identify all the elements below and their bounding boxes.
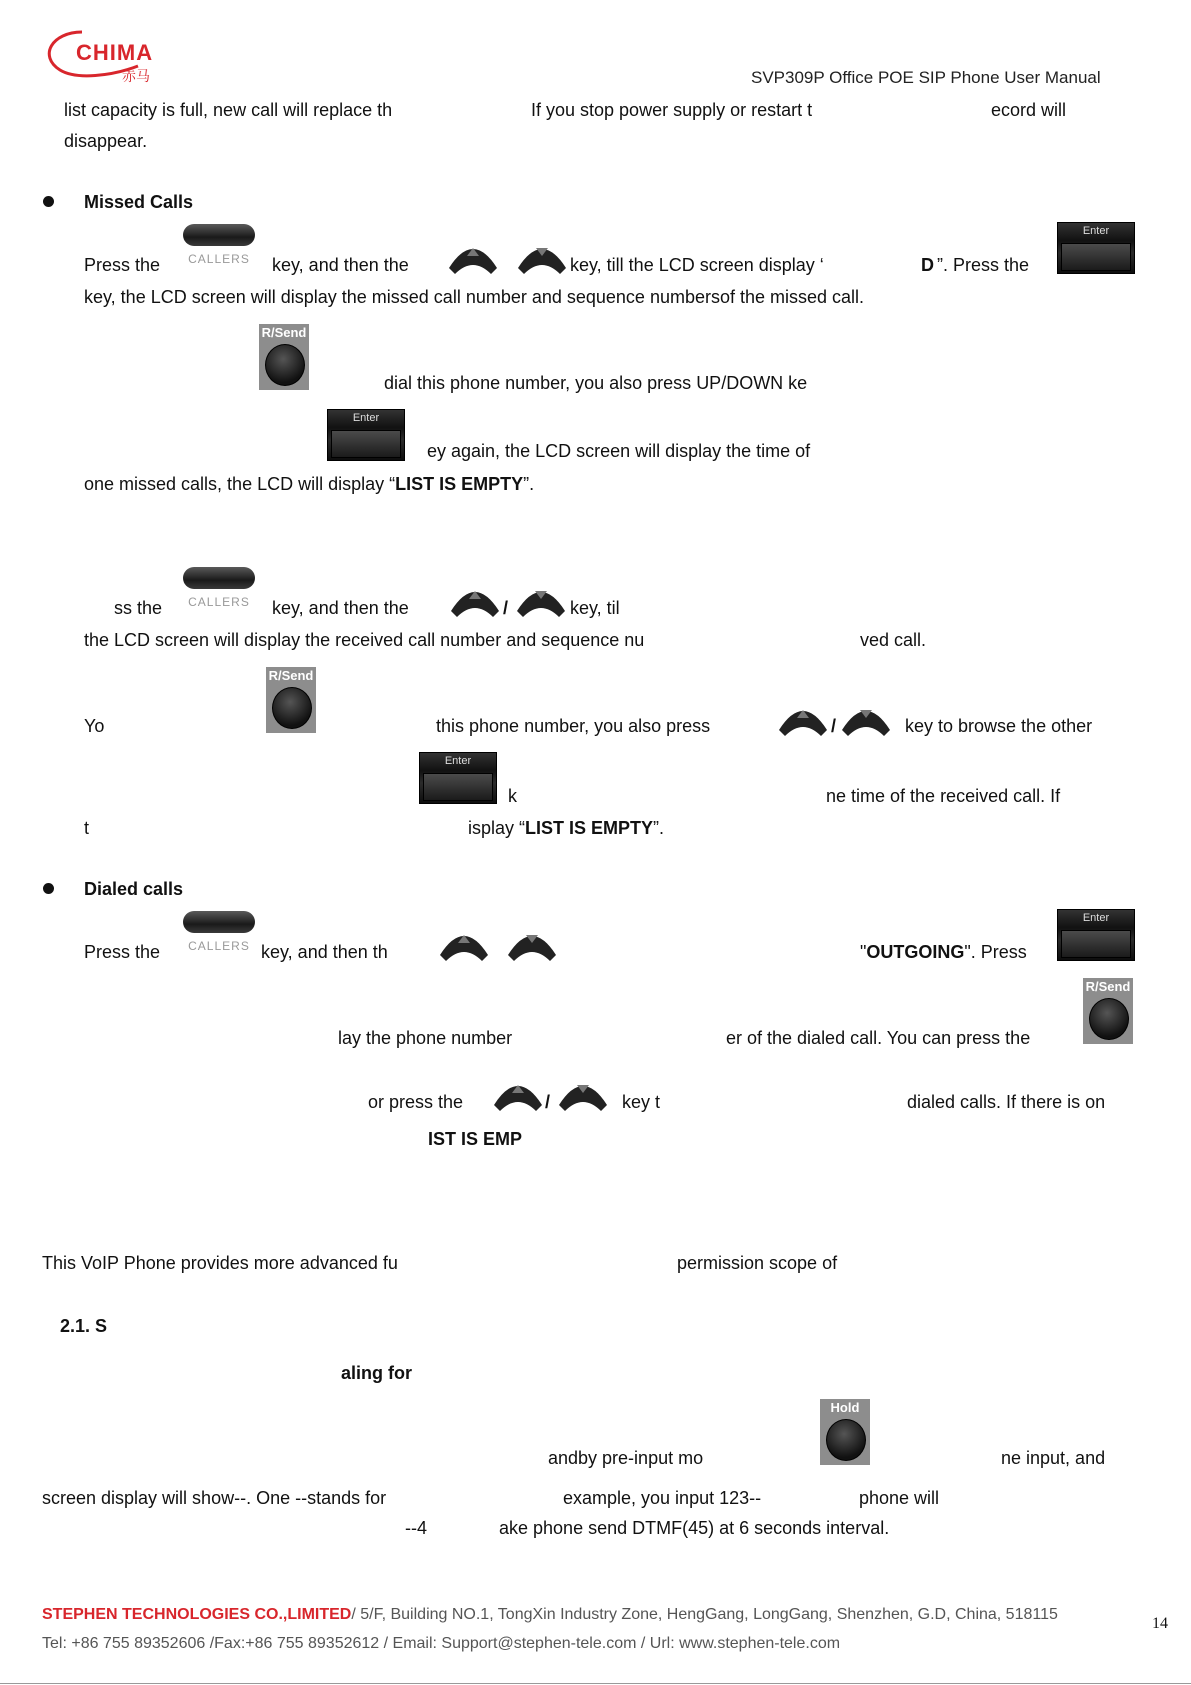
received-l1-a: ss the <box>114 598 163 618</box>
advanced-p1-a: andby pre-input mo <box>548 1448 704 1468</box>
dialed-l1-e: ". Press <box>964 942 1027 962</box>
down-arrow-key-icon <box>504 921 560 963</box>
received-l3-b: this phone number, you also press <box>436 716 711 736</box>
advanced-p3-a: --4 <box>405 1518 427 1538</box>
enter-key-icon: Enter <box>1057 222 1135 274</box>
dialed-l1-b: key, and then th <box>261 942 388 962</box>
missed-l5-c: ”. <box>523 474 535 494</box>
dialed-l2-b: er of the dialed call. You can press the <box>726 1028 1031 1048</box>
received-l4-b: ne time of the received call. If <box>826 786 1061 806</box>
missed-l2: key, the LCD screen will display the missed call number and sequence numbersof the missed call. <box>84 287 865 307</box>
intro-line2: disappear. <box>64 131 148 151</box>
down-arrow-key-icon <box>513 577 569 619</box>
intro-line1-c: ecord will <box>991 100 1067 120</box>
up-arrow-key-icon <box>775 696 831 738</box>
logo-text: CHIMA <box>76 40 154 65</box>
missed-l1-d: D <box>921 255 934 275</box>
received-l3-c: key to browse the other <box>905 716 1093 736</box>
missed-calls-heading: Missed Calls <box>84 192 194 212</box>
down-arrow-key-icon <box>514 234 570 276</box>
up-arrow-key-icon <box>490 1071 546 1113</box>
footer-address: / 5/F, Building NO.1, TongXin Industry Zone, HengGang, LongGang, Shenzhen, G.D, China, 518115 <box>351 1606 1058 1623</box>
received-l5-c: LIST IS EMPTY <box>525 818 654 838</box>
bullet <box>43 883 54 894</box>
dialed-l1 <box>860 942 1027 963</box>
advanced-p2-c: phone will <box>859 1488 940 1508</box>
up-arrow-key-icon <box>445 234 501 276</box>
advanced-intro-b: permission scope of <box>677 1253 838 1273</box>
missed-l3: dial this phone number, you also press UP/DOWN ke <box>384 373 808 393</box>
rsend-key-icon: R/Send <box>259 324 309 390</box>
footer-company: STEPHEN TECHNOLOGIES CO.,LIMITED <box>42 1606 352 1623</box>
missed-l5-a: one missed calls, the LCD will display “ <box>84 474 396 494</box>
logo <box>42 26 172 88</box>
down-arrow-key-icon <box>838 696 894 738</box>
advanced-intro-a: This VoIP Phone provides more advanced fu <box>42 1253 398 1273</box>
dialed-l3-slash: / <box>545 1092 551 1112</box>
bullet <box>43 196 54 207</box>
received-l3-a: Yo <box>84 716 105 736</box>
advanced-p2-b: example, you input 123-- <box>563 1488 762 1508</box>
footer-address-line <box>42 1606 1058 1624</box>
callers-key-icon: CALLERS <box>182 911 256 959</box>
dialed-l1-c: " <box>860 942 867 962</box>
callers-key-icon: CALLERS <box>182 224 256 272</box>
advanced-p3-b: ake phone send DTMF(45) at 6 seconds interval. <box>499 1518 890 1538</box>
received-l2-a: the LCD screen will display the received call number and sequence nu <box>84 630 645 650</box>
received-l5-d: ”. <box>653 818 665 838</box>
dialed-l3-c: dialed calls. If there is on <box>907 1092 1106 1112</box>
footer-contact: Tel: +86 755 89352606 /Fax:+86 755 89352612 / Email: Support@stephen-tele.com / Url: www.stephen-tele.com <box>42 1635 841 1652</box>
received-l2-b: ved call. <box>860 630 927 650</box>
dialed-l3-b: key t <box>622 1092 661 1112</box>
enter-key-icon: Enter <box>419 752 497 804</box>
missed-l1-e: ”. Press the <box>937 255 1030 275</box>
missed-l4: ey again, the LCD screen will display the time of <box>427 441 811 461</box>
page-bottom-rule <box>0 1683 1191 1684</box>
advanced-p2-a: screen display will show--. One --stands for <box>42 1488 387 1508</box>
rsend-key-icon: R/Send <box>1083 978 1133 1044</box>
up-arrow-key-icon <box>447 577 503 619</box>
dialed-l3-a: or press the <box>368 1092 464 1112</box>
page-number: 14 <box>1152 1615 1168 1632</box>
callers-key-icon: CALLERS <box>182 567 256 615</box>
missed-l5-b: LIST IS EMPTY <box>395 474 524 494</box>
enter-key-icon: Enter <box>1057 909 1135 961</box>
advanced-p1-b: ne input, and <box>1001 1448 1106 1468</box>
missed-l1-b: key, and then the <box>272 255 409 275</box>
missed-l1-a: Press the <box>84 255 161 275</box>
received-l5 <box>468 818 664 839</box>
hold-key-icon: Hold <box>820 1399 870 1465</box>
received-l1-slash: / <box>503 598 509 618</box>
received-l4-a: k <box>508 786 517 806</box>
intro-line1-b: If you stop power supply or restart t <box>531 100 813 120</box>
section-heading: 2.1. S <box>60 1316 108 1336</box>
received-l5-a: t <box>84 818 90 838</box>
dialed-l2-a: lay the phone number <box>338 1028 513 1048</box>
received-l3-slash: / <box>831 716 837 736</box>
missed-l5 <box>84 474 534 495</box>
received-l1-c: key, til <box>570 598 620 618</box>
received-l1-b: key, and then the <box>272 598 409 618</box>
received-l5-b: isplay “ <box>468 818 526 838</box>
dialed-calls-heading: Dialed calls <box>84 879 184 899</box>
manual-title: SVP309P Office POE SIP Phone User Manual <box>751 68 1101 87</box>
dialed-l4: IST IS EMP <box>428 1129 523 1149</box>
dialed-l1-d: OUTGOING <box>866 942 965 962</box>
missed-l1-c: key, till the LCD screen display ‘ <box>570 255 824 275</box>
up-arrow-key-icon <box>436 921 492 963</box>
subsection-heading: aling for <box>341 1363 412 1383</box>
down-arrow-key-icon <box>555 1071 611 1113</box>
enter-key-icon: Enter <box>327 409 405 461</box>
logo-chinese: 赤马 <box>122 69 150 85</box>
dialed-l1-a: Press the <box>84 942 161 962</box>
rsend-key-icon: R/Send <box>266 667 316 733</box>
intro-line1-a: list capacity is full, new call will replace th <box>64 100 393 120</box>
